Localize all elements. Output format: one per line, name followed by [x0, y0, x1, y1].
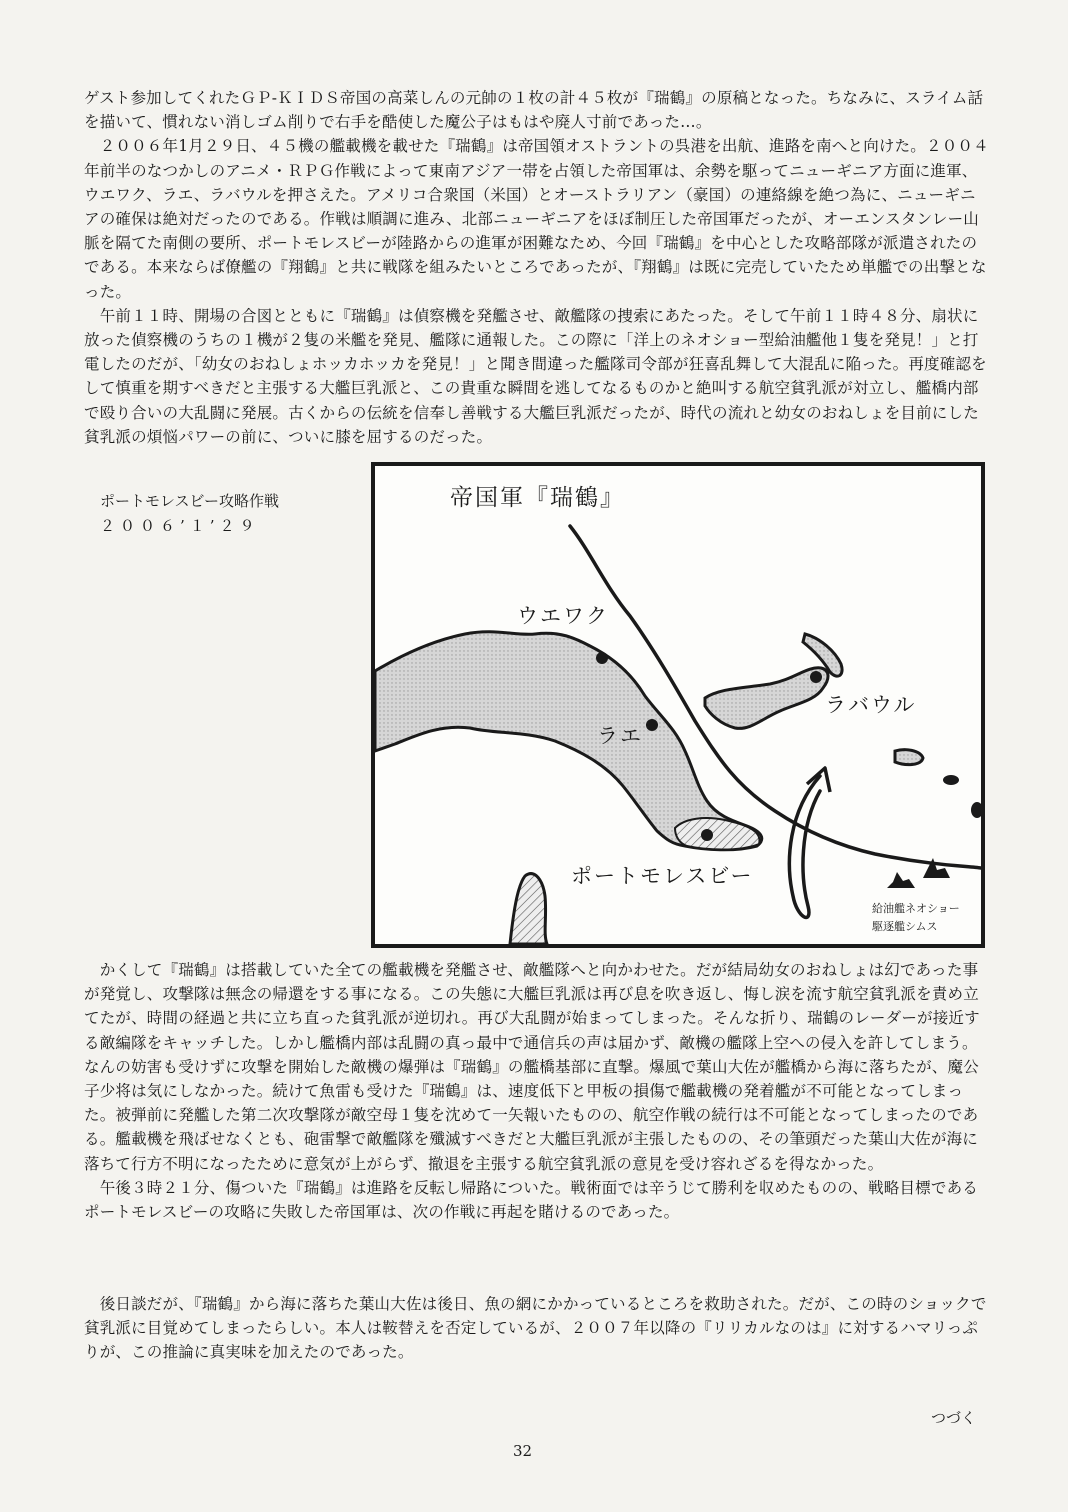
legend-destroyer: 駆逐艦シムス	[872, 920, 938, 933]
rabaul-dot	[810, 671, 822, 683]
port-moresby-area	[675, 818, 760, 849]
body-text-epilogue: 後日談だが、『瑞鶴』から海に落ちた葉山大佐は後日、魚の網にかかっているところを救助された。だが、この時のショックで貧乳派に目覚めてしまったらしい。本人は鞍替えを否定しているが、２００７年以降の『リリカルなのは』に対するハマリっぷりが、この推論に真実味を加えたのであった。	[84, 1295, 987, 1362]
cape-york-landmass	[510, 874, 547, 944]
continued-label: つづく	[931, 1409, 977, 1427]
port-moresby-dot	[701, 829, 713, 841]
solomon-island-2	[943, 775, 959, 785]
caption-date: ２００６’１’２９	[100, 517, 260, 535]
lae-dot	[646, 719, 658, 731]
new-guinea-landmass	[375, 632, 762, 850]
tanker-ship-icon	[887, 872, 915, 888]
body-text-top: ゲスト参加してくれたＧＰ-ＫＩＤＳ帝国の高菜しんの元帥の１枚の計４５枚が『瑞鶴』の原稿となった。ちなみに、スライム話を描いて、慣れない消しゴム削りで右手を酷使した魔公子はもはや廃人寸前であった…。 ２００６年1月２９日、４５機の艦載機を載せた『瑞鶴』は帝国領オストラントの呉港を出航、進路を南へと向けた。２００４年前半のなつかしのアニメ・ＲＰＧ作戦によって東南アジア一帯を占領した帝国軍は、余勢を駆ってニューギニア方面に進軍、ウエワク、ラエ、ラバウルを押さえた。アメリコ合衆国（米国）とオーストラリアン（豪国）の連絡線を絶つ為に、ニューギニアの確保は絶対だったのである。作戦は順調に進み、北部ニューギニアをほぼ制圧した帝国軍だったが、オーエンスタンレー山脈を隔てた南側の要所、ポートモレスビーが陸路からの進軍が困難なため、今回『瑞鶴』を中心とした攻略部隊が派遣されたのである。本来ならば僚艦の『翔鶴』と共に戦隊を組みたいところであったが、『翔鶴』は既に完売していたため単艦での出撃となった。 午前１１時、開場の合図とともに『瑞鶴』は偵察機を発艦させ、敵艦隊の捜索にあたった。そして午前１１時４８分、扇状に放った偵察機のうちの１機が２隻の米艦を発見、艦隊に通報した。この際に「洋上のネオショー型給油艦他１隻を発見！」と打電したのだが、「幼女のおねしょホッカホッカを発見！」と聞き間違った艦隊司令部が狂喜乱舞して大混乱に陥った。再度確認をして慎重を期すべきだと主張する大艦巨乳派と、この貴重な瞬間を逃してなるものかと絶叫する航空貧乳派が対立し、艦橋内部で殴り合いの大乱闘に発展。古くからの伝統を信奉し善戦する大艦巨乳派だったが、時代の流れと幼女のおねしょを目前にした貧乳派の煩悩パワーの前に、ついに膝を屈するのだった。	[84, 89, 989, 446]
map-figure	[371, 462, 985, 948]
caption-title: ポートモレスビー攻略作戦	[100, 492, 279, 510]
solomon-island-3	[971, 802, 981, 818]
solomon-island-1	[895, 750, 923, 765]
label-fleet: 帝国軍『瑞鶴』	[450, 485, 625, 511]
body-text-bottom: かくして『瑞鶴』は搭載していた全ての艦載機を発艦させ、敵艦隊へと向かわせた。だが結局幼女のおねしょは幻であった事が発覚し、攻撃隊は無念の帰還をする事になる。この失態に大艦巨乳派は再び息を吹き返し、悔し涙を流す航空貧乳派を責め立てたが、時間の経過と共に立ち直った貧乳派が逆切れ。再び大乱闘が始まってしまった。そんな折り、瑞鶴のレーダーが接近する敵編隊をキャッチした。しかし艦橋内部は乱闘の真っ最中で通信兵の声は届かず、敵機の艦隊上空への侵入を許してしまう。なんの妨害も受けずに攻撃を開始した敵機の爆弾は『瑞鶴』の艦橋基部に直撃。爆風で葉山大佐が艦橋から海に落ちたが、魔公子少将は気にしなかった。続けて魚雷も受けた『瑞鶴』は、速度低下と甲板の損傷で艦載機の発着艦が不可能となってしまった。被弾前に発艦した第二次攻撃隊が敵空母１隻を沈めて一矢報いたものの、航空作戦の続行は不可能となってしまったのである。艦載機を飛ばせなくとも、砲雷撃で敵艦隊を殲滅すべきだと大艦巨乳派が主張したものの、その筆頭だった葉山大佐が海に落ちて行方不明になったために意気が上がらず、撤退を主張する航空貧乳派の意見を受け容れざるを得なかった。 午後３時２１分、傷ついた『瑞鶴』は進路を反転し帰路についた。戦術面では辛うじて勝利を収めたものの、戦略目標であるポートモレスビーの攻略に失敗した帝国軍は、次の作戦に再起を賭けるのであった。	[84, 961, 980, 1222]
label-wewak: ウエワク	[517, 604, 609, 628]
strike-route-arrow	[789, 776, 820, 917]
page-number: 32	[513, 1442, 533, 1460]
label-port-moresby: ポートモレスビー	[571, 864, 754, 888]
wewak-dot	[596, 652, 608, 664]
map-caption	[100, 489, 350, 539]
label-lae: ラエ	[597, 724, 643, 748]
legend-tanker: 給油艦ネオショー	[872, 902, 960, 915]
new-britain-island	[705, 668, 828, 729]
label-rabaul: ラバウル	[825, 693, 917, 717]
